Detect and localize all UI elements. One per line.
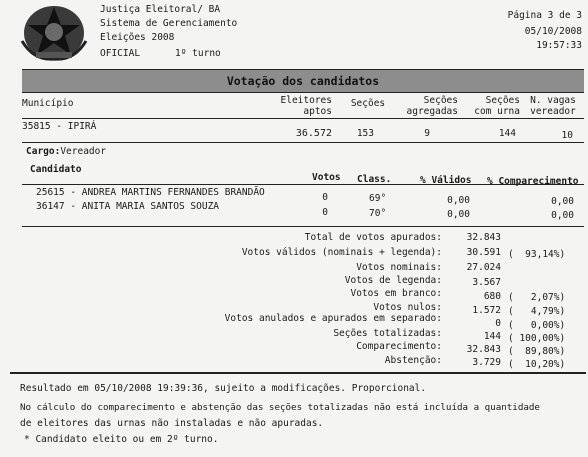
col-class: Class.: [357, 174, 392, 185]
summary-value: 30.591: [466, 247, 501, 258]
summary-pct: ( 93,14%): [508, 249, 566, 260]
summary-value: 32.843: [466, 344, 501, 355]
summary-pct: ( 2,07%): [508, 292, 566, 303]
summary-value: 3.729: [472, 357, 501, 368]
summary-value: 1.572: [472, 305, 501, 316]
section-banner: [22, 69, 584, 93]
summary-pct: ( 10,20%): [508, 359, 566, 370]
col-attendance-pct: % Comparecimento: [487, 176, 579, 187]
summary-label: Seções totalizadas:: [333, 328, 442, 339]
elected-note: * Candidato eleito ou em 2º turno.: [24, 434, 219, 445]
divider: [22, 142, 584, 143]
municipality-sections: 153: [356, 128, 374, 139]
col-with-urn: Seções com urna: [474, 95, 520, 117]
divider: [22, 226, 584, 227]
col-votes: Votos: [312, 172, 341, 183]
summary-pct: ( 100,00%): [508, 333, 566, 344]
calculation-note-cont: de eleitores das urnas não instaladas e não apuradas.: [20, 418, 324, 429]
col-voters: Eleitores aptos: [280, 95, 332, 117]
cargo-label: Cargo:: [26, 146, 61, 157]
cargo-row: [26, 146, 106, 157]
municipality-with-urn: 144: [498, 128, 516, 139]
summary-label: Votos nulos:: [373, 302, 442, 313]
summary-label: Total de votos apurados:: [304, 232, 442, 243]
municipality-seats: 10: [561, 130, 573, 141]
candidate-class: 70°: [369, 208, 387, 219]
summary-label: Comparecimento:: [356, 341, 442, 352]
municipality-aggregated: 9: [424, 128, 430, 139]
status-label: OFICIAL: [100, 48, 141, 59]
summary-value: 0: [495, 318, 501, 329]
candidate-valid-pct: 0,00: [447, 209, 470, 220]
municipality-voters: 36.572: [295, 128, 332, 139]
col-candidate: Candidato: [30, 164, 82, 175]
candidate-attendance-pct: 0,00: [551, 210, 574, 221]
cargo-value: Vereador: [60, 146, 107, 157]
col-aggregated: Seções agregadas: [406, 95, 458, 117]
report-time: 19:57:33: [536, 40, 582, 51]
summary-value: 32.843: [466, 232, 501, 243]
col-valid-pct: % Válidos: [420, 175, 472, 186]
system-name: Sistema de Gerenciamento: [100, 18, 238, 29]
summary-label: Votos em branco:: [350, 288, 442, 299]
summary-label: Votos nominais:: [356, 262, 442, 273]
col-municipality: Município: [22, 98, 74, 109]
coat-of-arms-icon: [14, 3, 94, 63]
banner-title: Votação dos candidatos: [226, 74, 380, 88]
summary-value: 144: [483, 331, 501, 342]
summary-pct: ( 89,80%): [508, 346, 566, 357]
summary-value: 27.024: [466, 262, 501, 273]
candidate-votes: 0: [322, 207, 328, 218]
candidate-name: 25615 - ANDREA MARTINS FERNANDES BRANDÃO: [36, 187, 265, 198]
candidate-attendance-pct: 0,00: [551, 196, 574, 207]
summary-label: Abstenção:: [384, 355, 442, 366]
col-sections: Seções: [350, 98, 386, 109]
divider: [10, 372, 586, 374]
result-note: Resultado em 05/10/2008 19:39:36, sujeito a modificações. Proporcional.: [20, 383, 427, 394]
summary-value: 680: [483, 291, 501, 302]
summary-label: Votos de legenda:: [344, 275, 442, 286]
summary-pct: ( 4,79%): [508, 306, 566, 317]
divider: [22, 184, 584, 185]
org-name: Justiça Eleitoral/ BA: [100, 4, 221, 15]
round-label: 1º turno: [175, 48, 221, 59]
page-indicator: Página 3 de 3: [507, 10, 582, 21]
divider: [22, 118, 584, 119]
calculation-note: No cálculo do comparecimento e abstenção das seções totalizadas não está incluída a quantidade: [20, 402, 540, 413]
candidate-votes: 0: [322, 192, 328, 203]
summary-value: 3.567: [472, 277, 501, 288]
candidate-name: 36147 - ANITA MARIA SANTOS SOUZA: [36, 201, 220, 212]
summary-label: Votos válidos (nominais + legenda):: [241, 247, 442, 258]
candidate-valid-pct: 0,00: [447, 195, 470, 206]
summary-pct: ( 0,00%): [508, 320, 566, 331]
election-name: Eleições 2008: [100, 32, 175, 43]
candidate-class: 69°: [369, 193, 387, 204]
summary-label: Votos anulados e apurados em separado:: [224, 313, 442, 324]
report-date: 05/10/2008: [524, 26, 582, 37]
municipality-name: 35815 - IPIRÁ: [22, 121, 97, 132]
col-seats: N. vagas vereador: [530, 95, 576, 117]
